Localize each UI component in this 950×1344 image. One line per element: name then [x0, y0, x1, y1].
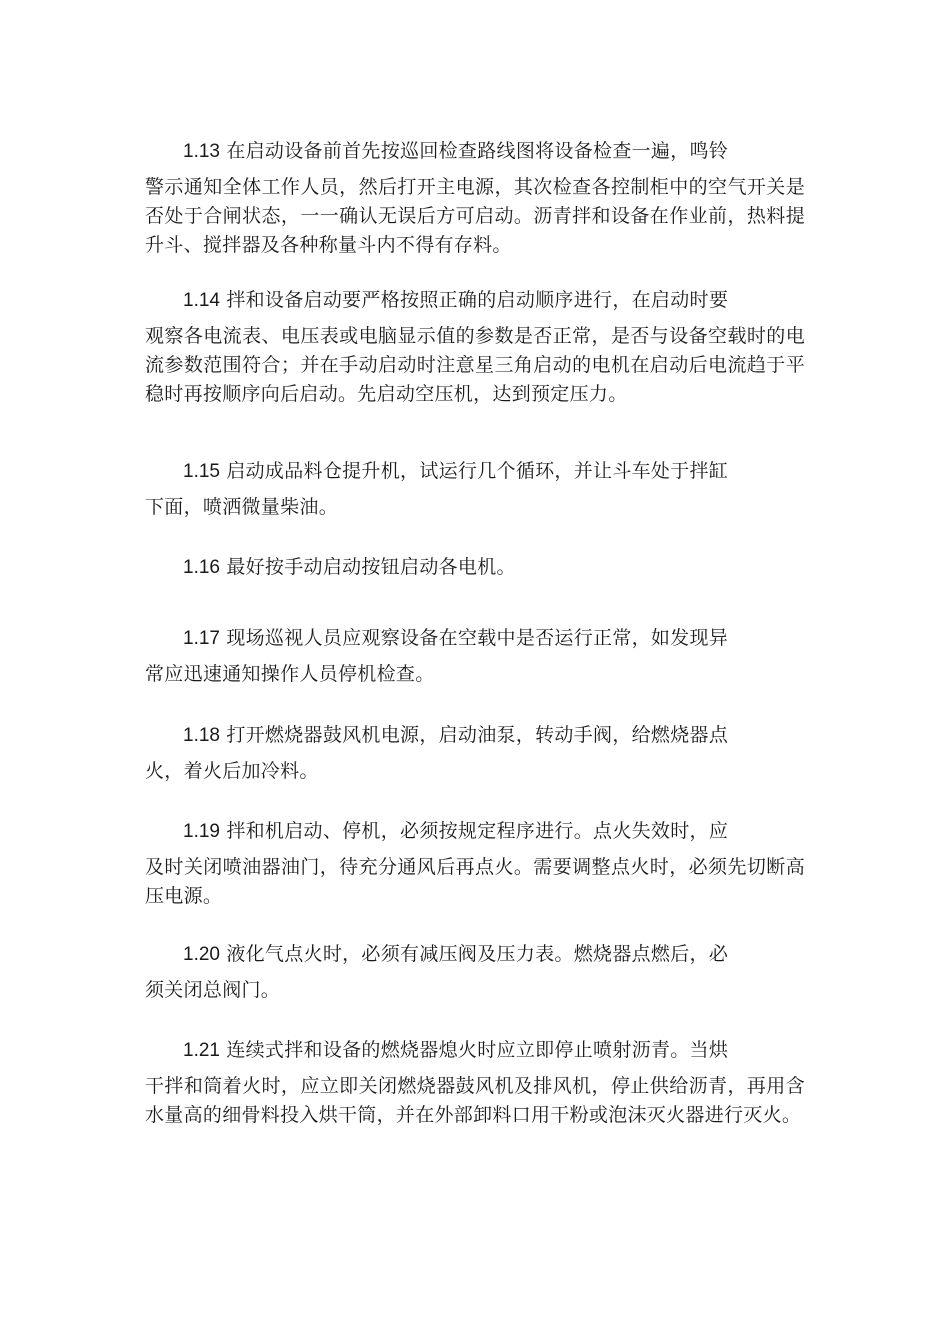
- paragraph-1-17: [145, 624, 805, 689]
- paragraph-first-line: [145, 940, 805, 969]
- paragraph-number: 1.13: [183, 141, 220, 162]
- paragraph-first-line: [145, 457, 805, 486]
- paragraph-body-text: 警示通知全体工作人员，然后打开主电源，其次检查各控制柜中的空气开关是否处于合闸状态，一一确认无误后方可启动。沥青拌和设备在作业前，热料提升斗、搅拌器及各种称量斗内不得有存料。: [145, 176, 805, 256]
- paragraph-number: 1.18: [183, 725, 220, 746]
- paragraph-lead-text: 拌和设备启动要严格按照正确的启动顺序进行，在启动时要: [226, 289, 729, 311]
- paragraph-first-line: [145, 286, 805, 315]
- paragraph-body-text: 及时关闭喷油器油门，待充分通风后再点火。需要调整点火时，必须先切断高压电源。: [145, 856, 805, 907]
- paragraph-lead-text: 最好按手动启动按钮启动各电机。: [226, 556, 516, 578]
- paragraph-number: 1.19: [183, 821, 220, 842]
- paragraph-1-21: [145, 1036, 805, 1130]
- paragraph-number: 1.17: [183, 628, 220, 649]
- paragraph-body-text: 干拌和筒着火时，应立即关闭燃烧器鼓风机及排风机，停止供给沥青，再用含水量高的细骨料投入烘干筒，并在外部卸料口用干粉或泡沫灭火器进行灭火。: [145, 1075, 805, 1126]
- paragraph-number: 1.20: [183, 944, 220, 965]
- paragraph-1-20: [145, 940, 805, 1005]
- paragraph-lead-text: 拌和机启动、停机，必须按规定程序进行。点火失效时，应: [226, 820, 729, 842]
- paragraph-number: 1.14: [183, 290, 220, 311]
- paragraph-first-line: [145, 1036, 805, 1065]
- paragraph-first-line: [145, 624, 805, 653]
- paragraph-number: 1.15: [183, 461, 220, 482]
- paragraph-lead-text: 启动成品料仓提升机，试运行几个循环，并让斗车处于拌缸: [226, 460, 729, 482]
- paragraph-1-16: [145, 553, 805, 589]
- paragraph-lead-text: 连续式拌和设备的燃烧器熄火时应立即停止喷射沥青。当烘: [226, 1039, 729, 1061]
- paragraph-body-text: 火，着火后加冷料。: [145, 760, 319, 782]
- paragraph-body-text: 常应迅速通知操作人员停机检查。: [145, 663, 435, 685]
- paragraph-1-19: [145, 817, 805, 911]
- paragraph-first-line: [145, 553, 805, 582]
- paragraph-lead-text: 现场巡视人员应观察设备在空载中是否运行正常，如发现异: [226, 627, 729, 649]
- paragraph-first-line: [145, 817, 805, 846]
- paragraph-first-line: [145, 137, 805, 166]
- paragraph-1-13: [145, 137, 805, 260]
- paragraph-1-15: [145, 457, 805, 522]
- paragraph-lead-text: 打开燃烧器鼓风机电源，启动油泵，转动手阀，给燃烧器点: [226, 724, 729, 746]
- paragraph-lead-text: 液化气点火时，必须有减压阀及压力表。燃烧器点燃后，必: [226, 943, 729, 965]
- paragraph-lead-text: 在启动设备前首先按巡回检查路线图将设备检查一遍，鸣铃: [226, 140, 729, 162]
- paragraph-body-text: 观察各电流表、电压表或电脑显示值的参数是否正常，是否与设备空载时的电流参数范围符合；并在手动启动时注意星三角启动的电机在启动后电流趋于平稳时再按顺序向后启动。先启动空压机，达到预定压力。: [145, 325, 805, 405]
- paragraph-body-text: 须关闭总阀门。: [145, 979, 281, 1001]
- paragraph-body-text: 下面，喷洒微量柴油。: [145, 496, 339, 518]
- paragraph-number: 1.16: [183, 557, 220, 578]
- paragraph-first-line: [145, 721, 805, 750]
- paragraph-1-18: [145, 721, 805, 786]
- paragraph-number: 1.21: [183, 1040, 220, 1061]
- paragraph-1-14: [145, 286, 805, 409]
